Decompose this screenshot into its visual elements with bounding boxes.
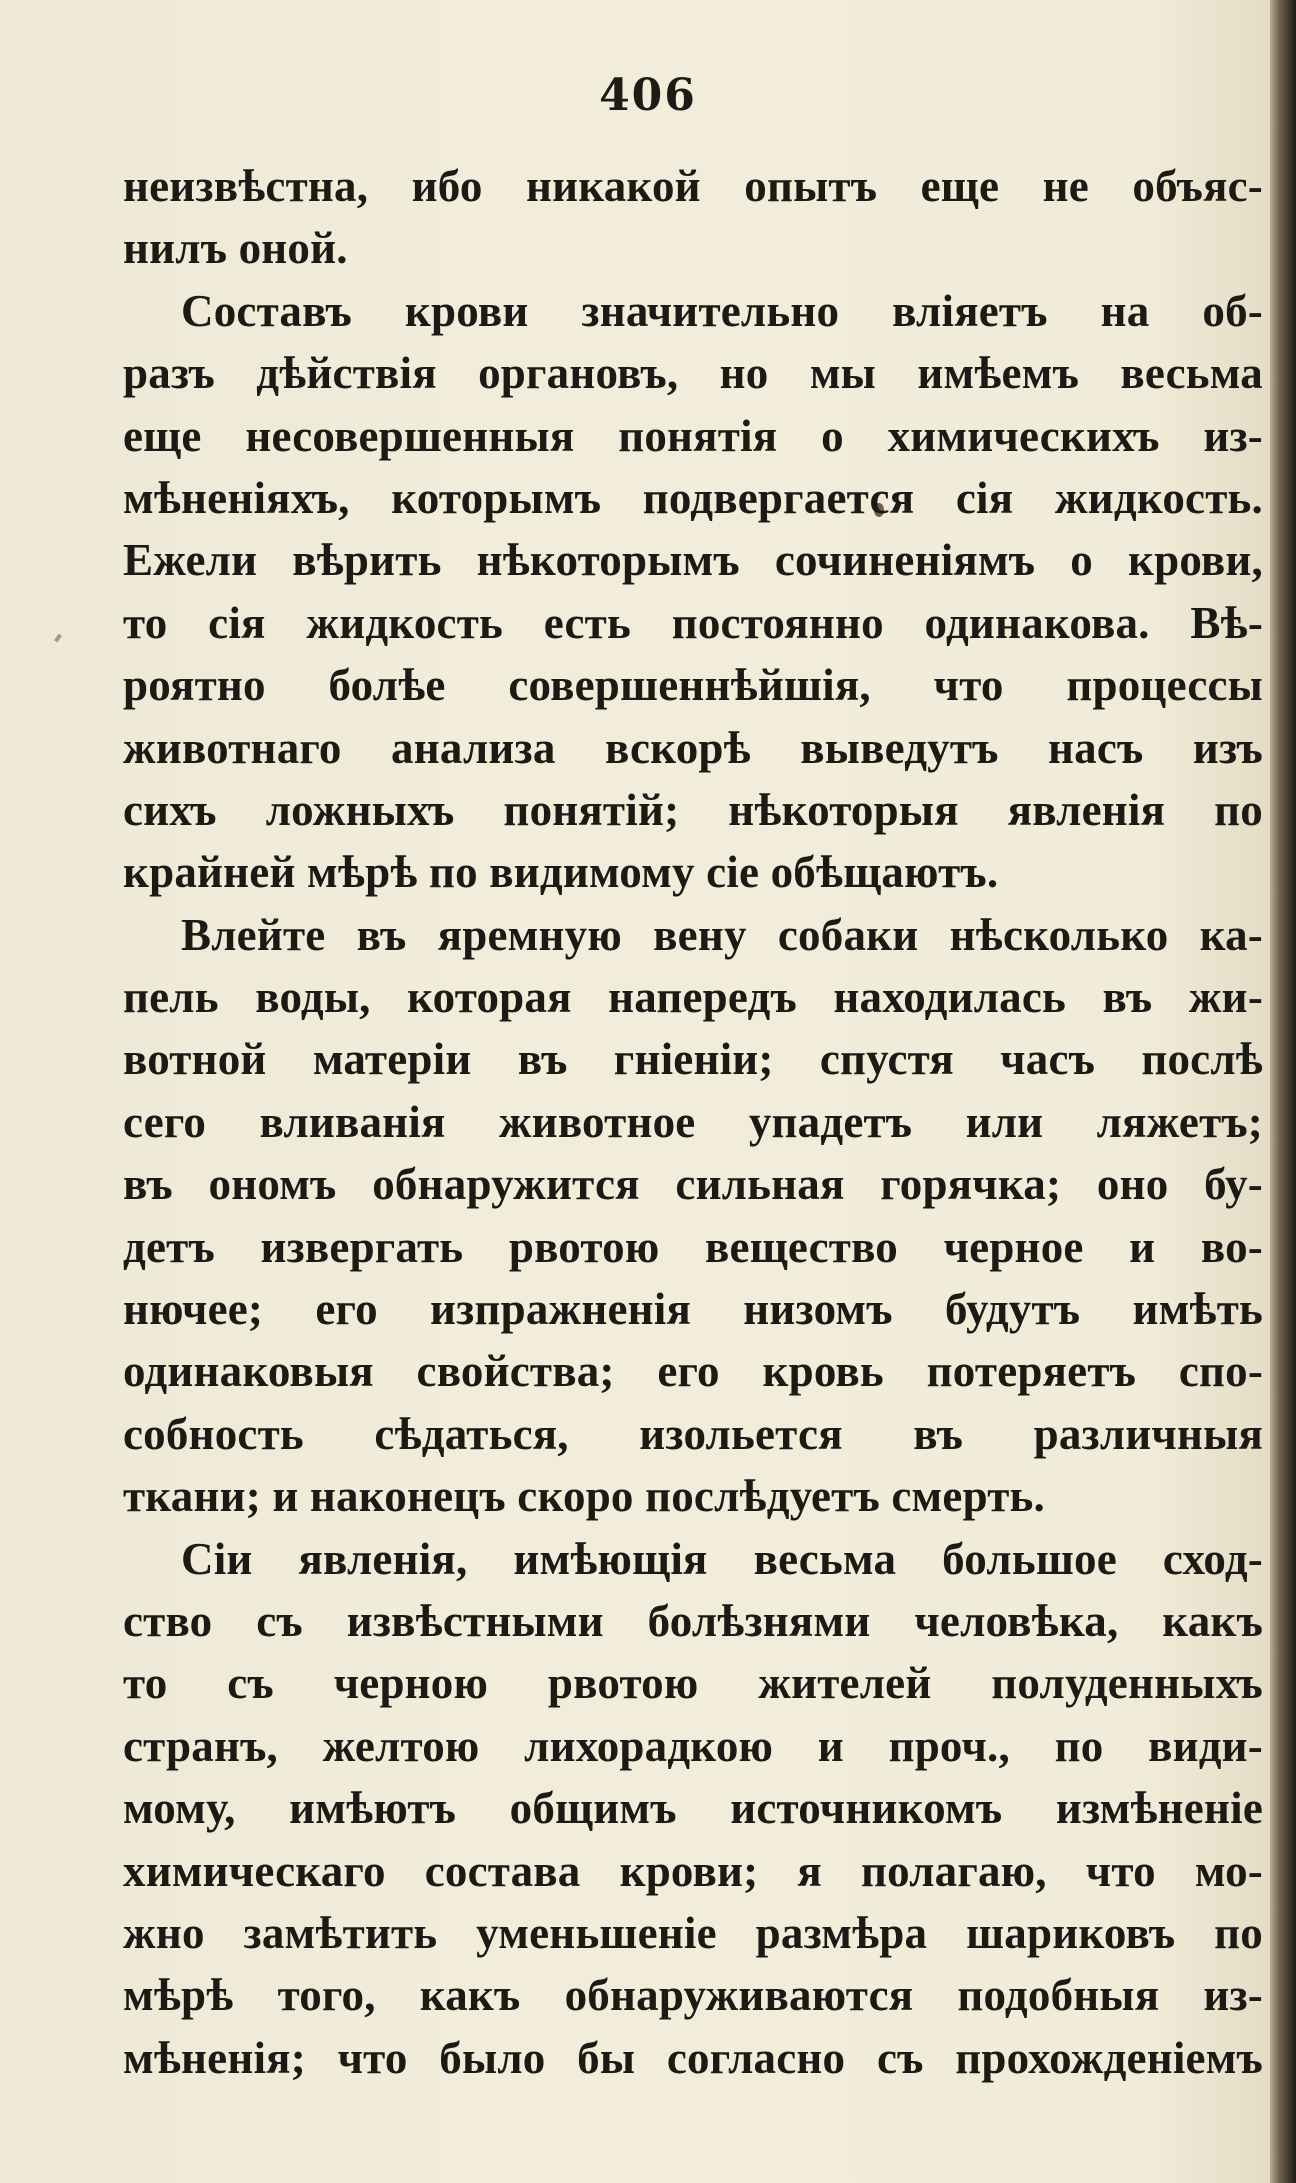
text-line: детъ извергать рвотою вещество черное и во- bbox=[123, 1221, 1263, 1272]
text-line: мѣненія; что было бы согласно съ прохожденіемъ bbox=[123, 2032, 1263, 2083]
text-line: сихъ ложныхъ понятій; нѣкоторыя явленія по bbox=[123, 784, 1263, 835]
text-line: то сія жидкость есть постоянно одинакова. Вѣ- bbox=[123, 597, 1263, 648]
text-line: Ежели вѣрить нѣкоторымъ сочиненіямъ о крови, bbox=[123, 535, 1263, 586]
text-line: крайней мѣрѣ по видимому сіе обѣщаютъ. bbox=[123, 847, 999, 898]
text-line: животнаго анализа вскорѣ выведутъ насъ изъ bbox=[123, 722, 1263, 773]
text-line: то съ черною рвотою жителей полуденныхъ bbox=[123, 1658, 1263, 1709]
text-line: еще несовершенныя понятія о химическихъ из- bbox=[123, 410, 1263, 461]
text-line: мѣрѣ того, какъ обнаруживаются подобныя из- bbox=[123, 1970, 1263, 2021]
text-line: странъ, желтою лихорадкою и проч., по види- bbox=[123, 1720, 1263, 1771]
text-line: жно замѣтить уменьшеніе размѣра шариковъ по bbox=[123, 1907, 1263, 1958]
body-text bbox=[123, 155, 1263, 2089]
text-line: Составъ крови значительно вліяетъ на об- bbox=[181, 285, 1263, 336]
text-line: нючее; его изпражненія низомъ будутъ имѣть bbox=[123, 1284, 1263, 1335]
text-line: роятно болѣе совершеннѣйшія, что процессы bbox=[123, 660, 1263, 711]
text-line: мому, имѣютъ общимъ источникомъ измѣненіе bbox=[123, 1783, 1263, 1834]
text-line: пель воды, которая напередъ находилась въ жи- bbox=[123, 972, 1263, 1023]
text-line: ткани; и наконецъ скоро послѣдуетъ смерть. bbox=[123, 1471, 1045, 1522]
text-line: разъ дѣйствія органовъ, но мы имѣемъ весьма bbox=[123, 348, 1263, 399]
text-line: Сіи явленія, имѣющія весьма большое сход- bbox=[181, 1533, 1263, 1584]
text-line: химическаго состава крови; я полагаю, что мо- bbox=[123, 1845, 1263, 1896]
text-line: Влейте въ яремную вену собаки нѣсколько ка- bbox=[181, 909, 1263, 960]
text-line: одинаковыя свойства; его кровь потеряетъ спо- bbox=[123, 1346, 1263, 1397]
binding-edge bbox=[1270, 0, 1296, 2183]
text-line: неизвѣстна, ибо никакой опытъ еще не объяс- bbox=[123, 161, 1263, 211]
text-line: сего вливанія животное упадетъ или ляжетъ; bbox=[123, 1096, 1263, 1147]
text-line: нилъ оной. bbox=[123, 223, 348, 274]
text-line: вотной матеріи въ гніеніи; спустя часъ послѣ bbox=[123, 1034, 1263, 1085]
text-line: въ ономъ обнаружится сильная горячка; оно бу- bbox=[123, 1159, 1263, 1210]
text-line: мѣненіяхъ, которымъ подвергается сія жидкость. bbox=[123, 472, 1263, 523]
text-line: собность сѣдаться, изольется въ различныя bbox=[123, 1408, 1263, 1459]
page-number: 406 bbox=[599, 70, 697, 121]
text-line: ство съ извѣстными болѣзнями человѣка, какъ bbox=[123, 1595, 1263, 1646]
